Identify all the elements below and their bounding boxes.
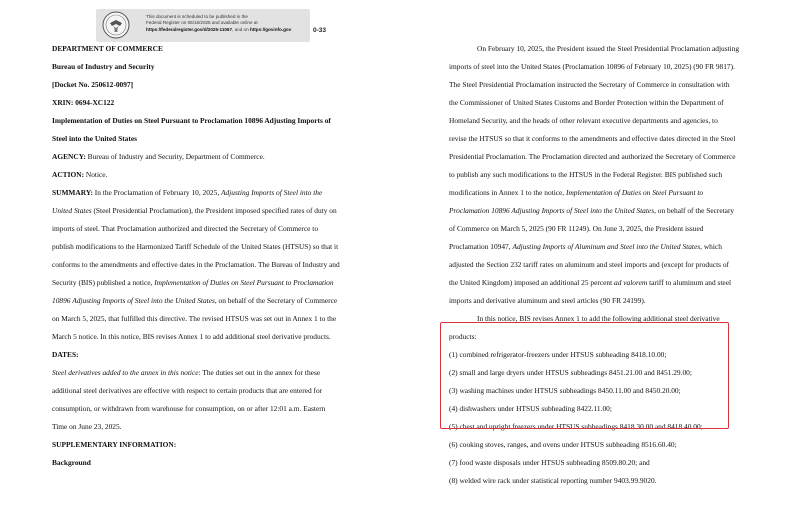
dates-text: : The duties set out in the annex for these xyxy=(198,368,321,377)
department-heading: DEPARTMENT OF COMMERCE xyxy=(52,44,163,53)
product-item-8: (8) welded wire rack under statistical reporting number 9403.99.9020. xyxy=(449,476,657,485)
body-text: tariff to aluminum and steel xyxy=(647,278,732,287)
body-line-2: imports of steel into the United States (Proclamation 10896 of February 10, 2025) (90 FR 9817). xyxy=(449,62,735,71)
product-item-4: (4) dishwashers under HTSUS subheading 8422.11.00; xyxy=(449,404,612,413)
publication-banner xyxy=(96,9,310,42)
body-text: the United Kingdom) imposed an additional 25 percent xyxy=(449,278,615,287)
body-line-3: The Steel Presidential Proclamation instructed the Secretary of Commerce in consultation with xyxy=(449,80,730,89)
summary-line-1 xyxy=(52,184,364,202)
body-line-1: On February 10, 2025, the President issued the Steel Presidential Proclamation adjusting xyxy=(477,44,740,53)
background-heading: Background xyxy=(52,458,91,467)
dates-line-3: consumption, or withdrawn from warehouse for consumption, on or after 12:01 a.m. Eastern xyxy=(52,404,326,413)
dates-italic: Steel derivatives added to the annex in this notice xyxy=(52,368,199,377)
rin-number: XRIN: 0694-XC122 xyxy=(52,98,115,107)
document-title-line-2: Steel into the United States xyxy=(52,134,137,143)
summary-line-8: on March 5, 2025, that fulfilled this directive. The revised HTSUS was set out in Annex 1 to the xyxy=(52,314,337,323)
summary-line-3: imports of steel. That Proclamation authorized and directed the Secretary of Commerce to xyxy=(52,224,319,233)
document-title-line-1: Implementation of Duties on Steel Pursuant to Proclamation 10896 Adjusting Imports of xyxy=(52,116,331,125)
body-text: Proclamation 10947, xyxy=(449,242,513,251)
summary-line-4: publish modifications to the Harmonized Tariff Schedule of the United States (HTSUS) so that it xyxy=(52,242,339,251)
product-item-2: (2) small and large dryers under HTSUS subheadings 8451.21.00 and 8451.29.00; xyxy=(449,368,692,377)
action-line xyxy=(52,166,364,184)
banner-line-1: This document is scheduled to be published in the xyxy=(146,14,248,19)
summary-italic: 10896 Adjusting Imports of Steel into the United States xyxy=(52,296,215,305)
summary-text: (Steel Presidential Proclamation), the President imposed specified rates of duty on xyxy=(91,206,337,215)
body-text: modifications in Annex 1 to the notice, xyxy=(449,188,566,197)
summary-text: Security (BIS) published a notice, xyxy=(52,278,155,287)
body-italic: Proclamation 10896 Adjusting Imports of Steel into the United States, xyxy=(449,206,656,215)
body-line-12 xyxy=(449,238,761,256)
federal-register-link[interactable]: https://federalregister.gov/d/2025-11067 xyxy=(146,26,233,32)
dates-line-2: additional steel derivatives are effective with respect to certain products that are entered for xyxy=(52,386,323,395)
highlight-box xyxy=(440,322,729,429)
product-item-5: (5) chest and upright freezers under HTSUS subheadings 8418.30.00 and 8418.40.00; xyxy=(449,422,703,431)
dates-line-1 xyxy=(52,364,364,382)
summary-italic: Implementation of Duties on Steel Pursuant to Proclamation xyxy=(154,278,334,287)
summary-italic: Adjusting Imports of Steel into the xyxy=(221,188,323,197)
summary-italic: United States xyxy=(52,206,92,215)
summary-line-5: conforms to the amendments and effective dates in the Proclamation. The Bureau of Industry and xyxy=(52,260,340,269)
product-item-6: (6) cooking stoves, ranges, and ovens under HTSUS subheading 8516.60.40; xyxy=(449,440,677,449)
agency-text: Bureau of Industry and Security, Department of Commerce. xyxy=(85,152,265,161)
body-line-10 xyxy=(449,202,761,220)
federal-register-seal-icon xyxy=(102,11,130,39)
product-item-3: (3) washing machines under HTSUS subheadings 8450.11.00 and 8450.20.00; xyxy=(449,386,681,395)
body-line-15: imports and derivative aluminum and steel articles (90 FR 24199). xyxy=(449,296,646,305)
body-line-11: of Commerce on March 5, 2025 (90 FR 11249). On June 3, 2025, the President issued xyxy=(449,224,704,233)
body-italic: ad valorem xyxy=(614,278,648,287)
docket-number: [Docket No. 250612-0097] xyxy=(52,80,134,89)
document-code: 0-33 xyxy=(313,27,327,34)
body-line-6: revise the HTSUS so that it conforms to the amendments and effective dates directed in the Steel xyxy=(449,134,736,143)
summary-line-7 xyxy=(52,292,364,310)
body-line-5: Homeland Security, and the heads of other relevant executive departments and agencies, to xyxy=(449,116,718,125)
body-line-16: In this notice, BIS revises Annex 1 to add the following additional steel derivative xyxy=(477,314,720,323)
govinfo-link[interactable]: https://govinfo.gov xyxy=(249,26,292,32)
body-line-14 xyxy=(449,274,761,292)
summary-line-6 xyxy=(52,274,364,292)
summary-label: SUMMARY: xyxy=(52,188,93,197)
action-label: ACTION: xyxy=(52,170,85,179)
agency-label: AGENCY: xyxy=(52,152,86,161)
body-line-7: Presidential Proclamation. The Proclamation directed and authorized the Secretary of Commerce xyxy=(449,152,736,161)
body-line-9 xyxy=(449,184,761,202)
product-item-1: (1) combined refrigerator-freezers under HTSUS subheading 8418.10.00; xyxy=(449,350,667,359)
summary-line-2 xyxy=(52,202,364,220)
body-text: on behalf of the Secretary xyxy=(655,206,735,215)
summary-text: In the Proclamation of February 10, 2025, xyxy=(92,188,222,197)
agency-line xyxy=(52,148,364,166)
body-line-4: the Commissioner of United States Customs and Border Protection within the Department of xyxy=(449,98,724,107)
action-text: Notice. xyxy=(84,170,108,179)
body-text: , which xyxy=(700,242,722,251)
body-italic: Implementation of Duties on Steel Pursuant to xyxy=(566,188,704,197)
product-item-7: (7) food waste disposals under HTSUS subheading 8509.80.20; and xyxy=(449,458,650,467)
bureau-heading: Bureau of Industry and Security xyxy=(52,62,155,71)
banner-mid-text: , and on xyxy=(232,26,250,32)
body-line-8: to publish any such modifications to the HTSUS in the Federal Register. BIS published such xyxy=(449,170,723,179)
summary-line-9: March 5 notice. In this notice, BIS revises Annex 1 to add additional steel derivative products. xyxy=(52,332,331,341)
dates-line-4: Time on June 23, 2025. xyxy=(52,422,122,431)
body-italic: Adjusting Imports of Aluminum and Steel into the United States xyxy=(512,242,701,251)
banner-text xyxy=(146,14,308,33)
body-line-13: adjusted the Section 232 tariff rates on aluminum and steel imports and (except for products of xyxy=(449,260,730,269)
supplementary-heading: SUPPLEMENTARY INFORMATION: xyxy=(52,440,177,449)
summary-text: , on behalf of the Secretary of Commerce xyxy=(214,296,338,305)
banner-line-2: Federal Register on 06/16/2025 and available online at xyxy=(146,20,258,26)
dates-heading: DATES: xyxy=(52,350,79,359)
body-line-17: products: xyxy=(449,332,477,341)
left-column xyxy=(52,40,364,472)
